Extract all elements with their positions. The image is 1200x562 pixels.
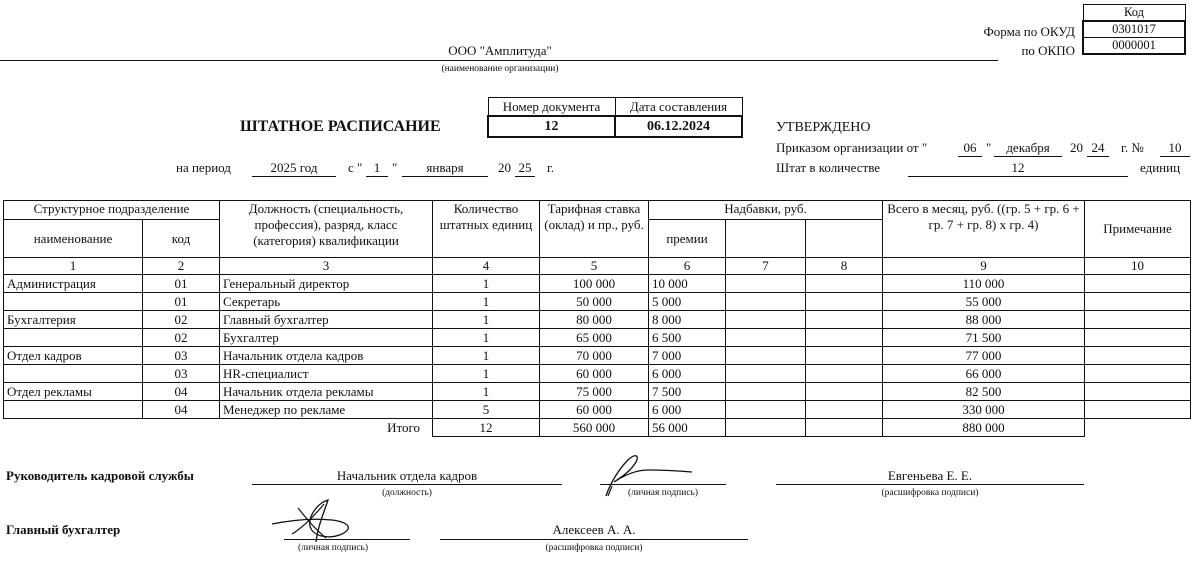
column-number: 4 bbox=[433, 258, 540, 275]
column-number: 9 bbox=[883, 258, 1085, 275]
row-allowance-8 bbox=[806, 365, 883, 383]
row-note bbox=[1085, 275, 1191, 293]
header-allowance-8 bbox=[806, 220, 883, 258]
period-century: 20 bbox=[498, 160, 511, 175]
row-position: Начальник отдела кадров bbox=[220, 347, 433, 365]
hr-name: Евгеньева Е. Е. bbox=[887, 468, 973, 483]
totals-rate: 560 000 bbox=[540, 419, 649, 437]
row-count: 1 bbox=[433, 311, 540, 329]
row-rate: 65 000 bbox=[540, 329, 649, 347]
row-rate: 80 000 bbox=[540, 311, 649, 329]
header-position: Должность (специальность, профессия), разряд, класс (категория) квалификации bbox=[220, 201, 433, 258]
approval-century: 20 bbox=[1070, 140, 1083, 155]
row-rate: 75 000 bbox=[540, 383, 649, 401]
staff-label: Штат в количестве bbox=[776, 160, 881, 175]
row-bonus: 6 500 bbox=[649, 329, 726, 347]
table-row bbox=[4, 293, 1191, 311]
approval-year-short: 24 bbox=[1091, 140, 1105, 155]
row-code: 02 bbox=[143, 311, 220, 329]
row-allowance-7 bbox=[726, 293, 806, 311]
row-rate: 100 000 bbox=[540, 275, 649, 293]
column-number: 7 bbox=[726, 258, 806, 275]
row-note bbox=[1085, 383, 1191, 401]
row-rate: 70 000 bbox=[540, 347, 649, 365]
totals-bonus: 56 000 bbox=[649, 419, 726, 437]
header-total: Всего в месяц, руб. ((гр. 5 + гр. 6 + гр. 7 + гр. 8) х гр. 4) bbox=[883, 201, 1085, 258]
approval-title: УТВЕРЖДЕНО bbox=[776, 120, 871, 135]
header-note: Примечание bbox=[1085, 201, 1191, 258]
accountant-name: Алексеев А. А. bbox=[552, 522, 636, 537]
row-dept bbox=[4, 401, 143, 419]
approval-quote-close: " bbox=[986, 140, 992, 155]
row-allowance-8 bbox=[806, 311, 883, 329]
header-dept: Структурное подразделение bbox=[4, 201, 220, 220]
header-count: Количество штатных единиц bbox=[433, 201, 540, 258]
organization-line bbox=[0, 60, 998, 61]
accountant-name-caption: (расшифровка подписи) bbox=[545, 543, 643, 553]
row-allowance-7 bbox=[726, 383, 806, 401]
period-from: с " bbox=[348, 160, 363, 175]
row-note bbox=[1085, 329, 1191, 347]
header-dept-name: наименование bbox=[4, 220, 143, 258]
approval-number: 10 bbox=[1168, 140, 1182, 155]
hr-position-caption: (должность) bbox=[382, 488, 432, 498]
row-note bbox=[1085, 311, 1191, 329]
row-bonus: 8 000 bbox=[649, 311, 726, 329]
row-allowance-8 bbox=[806, 329, 883, 347]
table-row bbox=[4, 329, 1191, 347]
row-rate: 60 000 bbox=[540, 365, 649, 383]
header-rate: Тарифная ставка (оклад) и пр., руб. bbox=[540, 201, 649, 258]
row-allowance-7 bbox=[726, 347, 806, 365]
staff-unit: единиц bbox=[1140, 160, 1181, 175]
row-position: HR-специалист bbox=[220, 365, 433, 383]
row-total: 110 000 bbox=[883, 275, 1085, 293]
period-suffix: г. bbox=[547, 160, 555, 175]
okud-value: 0301017 bbox=[1083, 21, 1185, 38]
row-code: 04 bbox=[143, 401, 220, 419]
hr-name-caption: (расшифровка подписи) bbox=[881, 488, 979, 498]
period-month: января bbox=[426, 160, 464, 175]
row-code: 04 bbox=[143, 383, 220, 401]
hr-position: Начальник отдела кадров bbox=[336, 468, 478, 483]
row-count: 1 bbox=[433, 275, 540, 293]
totals-row bbox=[4, 419, 1191, 437]
row-allowance-8 bbox=[806, 275, 883, 293]
codes-box bbox=[1082, 4, 1186, 55]
column-number: 1 bbox=[4, 258, 143, 275]
period-day: 1 bbox=[373, 160, 381, 175]
row-allowance-7 bbox=[726, 275, 806, 293]
codes-header: Код bbox=[1083, 5, 1185, 22]
hr-head-label: Руководитель кадровой службы bbox=[6, 468, 194, 483]
approval-order-label: Приказом организации от " bbox=[776, 140, 928, 155]
row-code: 01 bbox=[143, 275, 220, 293]
row-count: 1 bbox=[433, 293, 540, 311]
row-rate: 50 000 bbox=[540, 293, 649, 311]
table-row bbox=[4, 383, 1191, 401]
row-total: 88 000 bbox=[883, 311, 1085, 329]
row-bonus: 6 000 bbox=[649, 401, 726, 419]
approval-month: декабря bbox=[1006, 140, 1050, 155]
row-allowance-7 bbox=[726, 311, 806, 329]
row-note bbox=[1085, 293, 1191, 311]
row-total: 55 000 bbox=[883, 293, 1085, 311]
okpo-value: 0000001 bbox=[1083, 38, 1185, 55]
row-allowance-7 bbox=[726, 365, 806, 383]
row-dept: Бухгалтерия bbox=[4, 311, 143, 329]
approval-day: 06 bbox=[963, 140, 977, 155]
header-bonus: премии bbox=[649, 220, 726, 258]
accountant-signature-caption: (личная подпись) bbox=[297, 543, 369, 553]
row-dept: Отдел кадров bbox=[4, 347, 143, 365]
document-box bbox=[487, 97, 743, 138]
row-allowance-7 bbox=[726, 401, 806, 419]
period-quote-close: " bbox=[392, 160, 398, 175]
row-bonus: 7 500 bbox=[649, 383, 726, 401]
row-total: 71 500 bbox=[883, 329, 1085, 347]
row-position: Генеральный директор bbox=[220, 275, 433, 293]
okud-label: Форма по ОКУД bbox=[983, 24, 1075, 39]
header-allowance-7 bbox=[726, 220, 806, 258]
table-row bbox=[4, 401, 1191, 419]
table-row bbox=[4, 347, 1191, 365]
column-number: 5 bbox=[540, 258, 649, 275]
row-dept: Отдел рекламы bbox=[4, 383, 143, 401]
document-title: ШТАТНОЕ РАСПИСАНИЕ bbox=[240, 118, 441, 135]
row-allowance-8 bbox=[806, 383, 883, 401]
row-bonus: 6 000 bbox=[649, 365, 726, 383]
totals-total: 880 000 bbox=[883, 419, 1085, 437]
row-allowance-8 bbox=[806, 347, 883, 365]
column-number: 2 bbox=[143, 258, 220, 275]
header-allowances: Надбавки, руб. bbox=[649, 201, 883, 220]
row-count: 1 bbox=[433, 383, 540, 401]
row-position: Главный бухгалтер bbox=[220, 311, 433, 329]
row-count: 1 bbox=[433, 365, 540, 383]
column-number: 8 bbox=[806, 258, 883, 275]
period-year: 2025 год bbox=[270, 160, 318, 175]
row-bonus: 10 000 bbox=[649, 275, 726, 293]
approval-number-label: г. № bbox=[1121, 140, 1144, 155]
row-total: 77 000 bbox=[883, 347, 1085, 365]
row-note bbox=[1085, 365, 1191, 383]
hr-signature-caption: (личная подпись) bbox=[627, 488, 699, 498]
period-label: на период bbox=[176, 160, 231, 175]
organization-name: ООО "Амплитуда" bbox=[448, 43, 552, 58]
row-note bbox=[1085, 401, 1191, 419]
row-count: 1 bbox=[433, 347, 540, 365]
document-date-label: Дата составления bbox=[615, 98, 742, 117]
row-allowance-7 bbox=[726, 329, 806, 347]
row-total: 66 000 bbox=[883, 365, 1085, 383]
row-code: 03 bbox=[143, 347, 220, 365]
row-total: 82 500 bbox=[883, 383, 1085, 401]
table-row bbox=[4, 275, 1191, 293]
okpo-label: по ОКПО bbox=[1021, 43, 1075, 58]
row-total: 330 000 bbox=[883, 401, 1085, 419]
row-code: 01 bbox=[143, 293, 220, 311]
staff-count: 12 bbox=[1011, 160, 1025, 175]
row-note bbox=[1085, 347, 1191, 365]
staff-table bbox=[3, 200, 1191, 437]
column-number: 3 bbox=[220, 258, 433, 275]
row-dept: Администрация bbox=[4, 275, 143, 293]
column-number: 6 bbox=[649, 258, 726, 275]
row-count: 5 bbox=[433, 401, 540, 419]
row-position: Секретарь bbox=[220, 293, 433, 311]
row-allowance-8 bbox=[806, 401, 883, 419]
document-number: 12 bbox=[488, 116, 615, 137]
row-position: Бухгалтер bbox=[220, 329, 433, 347]
row-dept bbox=[4, 293, 143, 311]
row-position: Начальник отдела рекламы bbox=[220, 383, 433, 401]
row-dept bbox=[4, 365, 143, 383]
header-dept-code: код bbox=[143, 220, 220, 258]
row-allowance-8 bbox=[806, 293, 883, 311]
organization-caption: (наименование организации) bbox=[441, 64, 559, 74]
table-row bbox=[4, 311, 1191, 329]
row-code: 03 bbox=[143, 365, 220, 383]
document-number-label: Номер документа bbox=[488, 98, 615, 117]
totals-label: Итого bbox=[387, 420, 420, 436]
totals-count: 12 bbox=[433, 419, 540, 437]
row-bonus: 5 000 bbox=[649, 293, 726, 311]
row-position: Менеджер по рекламе bbox=[220, 401, 433, 419]
row-dept bbox=[4, 329, 143, 347]
column-number: 10 bbox=[1085, 258, 1191, 275]
accountant-label: Главный бухгалтер bbox=[6, 522, 121, 537]
row-count: 1 bbox=[433, 329, 540, 347]
row-bonus: 7 000 bbox=[649, 347, 726, 365]
row-rate: 60 000 bbox=[540, 401, 649, 419]
table-row bbox=[4, 365, 1191, 383]
period-year-short: 25 bbox=[518, 160, 532, 175]
document-date: 06.12.2024 bbox=[615, 116, 742, 137]
row-code: 02 bbox=[143, 329, 220, 347]
